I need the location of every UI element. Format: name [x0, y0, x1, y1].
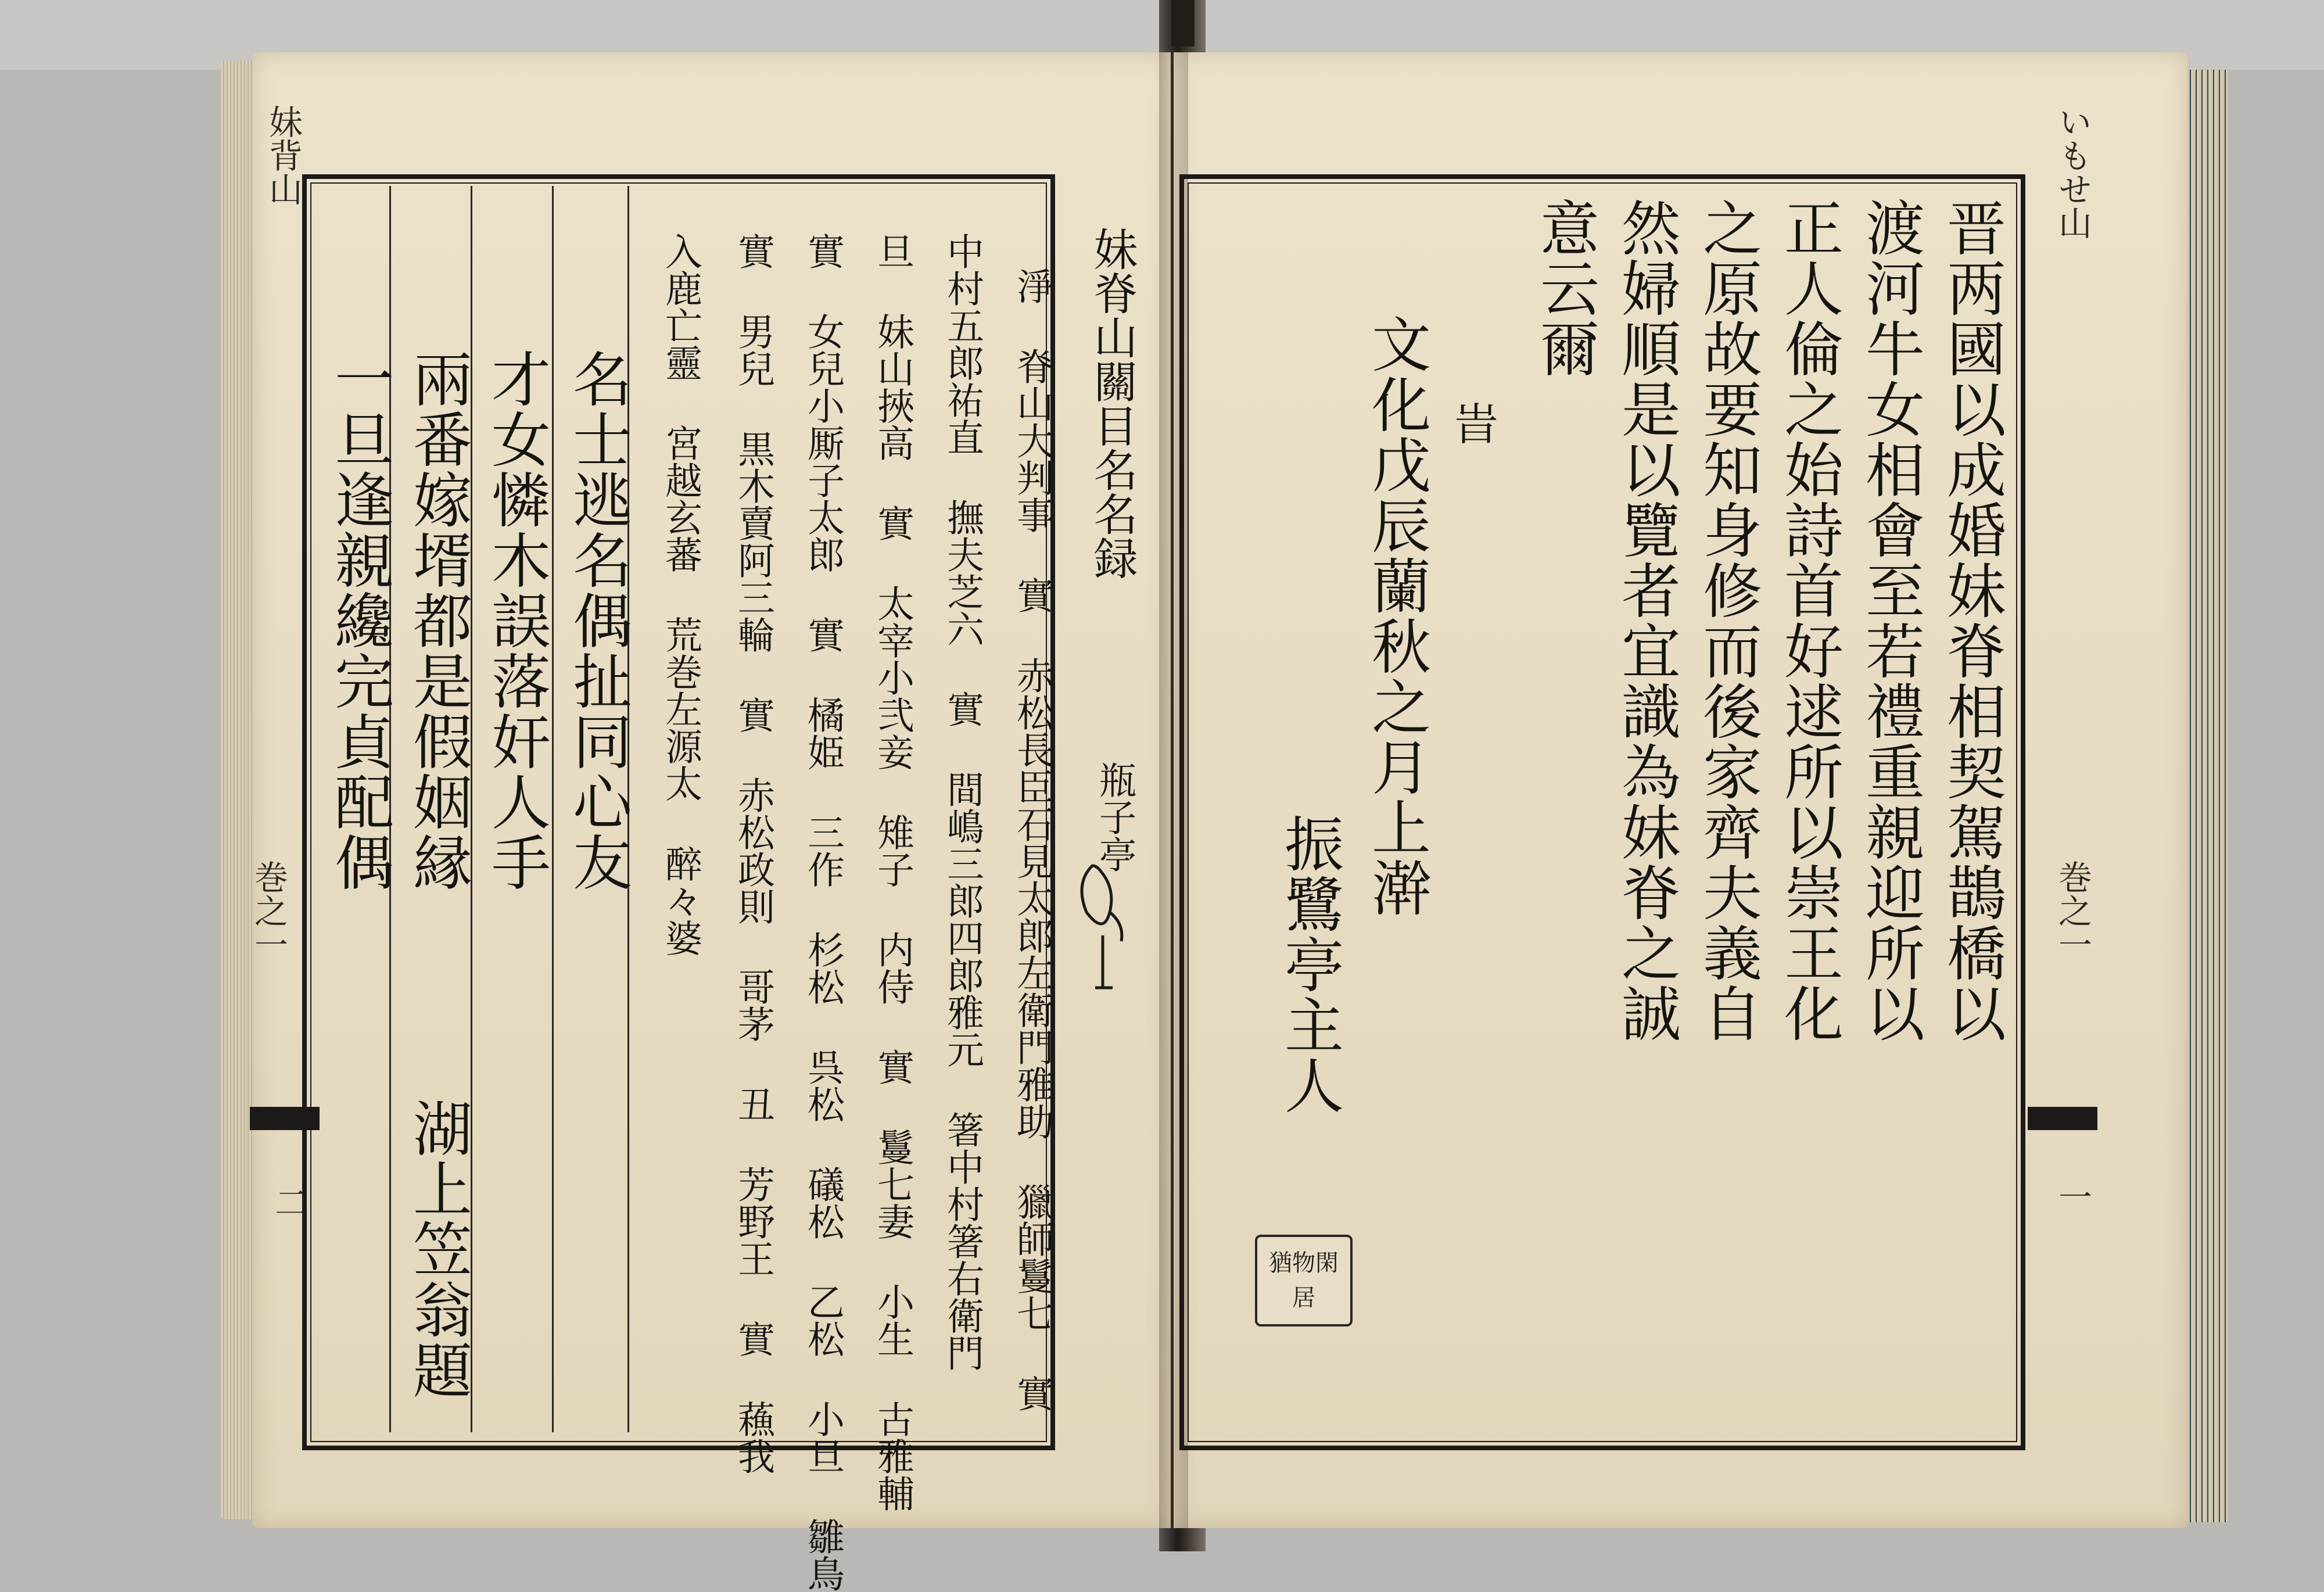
role-line: 旦 妹山挾高 實 太宰小弐妾 雉子 内侍 實 鬘七妻 小生 古雅輔	[871, 232, 914, 1512]
seal-text: 猶物閑居	[1269, 1250, 1339, 1311]
preface-author: 振鷺亭主人	[1275, 813, 1344, 1116]
crane-icon	[1069, 848, 1139, 999]
cast-list-heading: 妹脊山關目名名録	[1086, 227, 1138, 580]
right-fish-tail-mark	[2028, 1107, 2097, 1130]
role-line: 淨 脊山大判事 實 赤松長臣石見太郎左衛門雅助 獵師鬘七 實	[1010, 267, 1053, 1412]
role-line: 中村五郎祐直 撫夫芝六 實 間嶋三郎四郎雅元 箸中村箸右衛門	[941, 232, 984, 1371]
role-line: 實 女兒小厮子太郎 實 橘姫 三作 杉松 呉松 礒松 乙松 小旦 雛鳥	[801, 232, 844, 1592]
preface-line: 然婦順是以覽者宜識為妹脊之誠	[1612, 198, 1681, 1044]
date-label: 旹	[1447, 401, 1498, 445]
verse-line: 才女憐木誤落奸人手	[482, 349, 551, 892]
role-line: 入鹿亡靈 宮越玄蕃 荒巻左源太 醉々婆	[659, 232, 702, 956]
verse-signature: 湖上笠翁題	[403, 1098, 472, 1400]
heading-seal-text: 瓶子亭	[1093, 761, 1136, 873]
date-line: 文化戊辰蘭秋之月上澣	[1362, 314, 1431, 918]
preface-line: 渡河牛女相會至若禮重親迎所以	[1856, 198, 1925, 1044]
verse-line: 名士逃名偶扯同心友	[563, 349, 632, 892]
verse-line: 一旦逢親纔完貞配偶	[325, 349, 394, 892]
preface-line: 正人倫之始詩首好逑所以崇王化	[1774, 198, 1844, 1044]
right-margin-title: いもせ山	[2053, 105, 2092, 239]
right-margin-volume: 巻之一	[2053, 860, 2092, 961]
left-margin-page: 二	[269, 1185, 309, 1219]
right-margin-page: 一	[2053, 1179, 2092, 1213]
left-margin-title: 妹背山	[263, 105, 303, 206]
left-margin-volume: 巻之一	[249, 860, 288, 961]
preface-line: 意云爾	[1530, 198, 1599, 379]
preface-line: 之原故要知身修而後家齊夫義自	[1693, 198, 1762, 1044]
author-seal	[1255, 1235, 1353, 1326]
preface-line: 晋两國以成婚妹脊相契駕鵲橋以	[1937, 198, 2006, 1044]
role-line: 實 男兒 黒木賣阿三輪 實 赤松政則 哥茅 丑 芳野王 實 蘓我	[731, 232, 774, 1475]
verse-line: 兩番嫁壻都是假姻縁	[403, 349, 472, 892]
bookmark-ribbon	[1171, 0, 1195, 46]
